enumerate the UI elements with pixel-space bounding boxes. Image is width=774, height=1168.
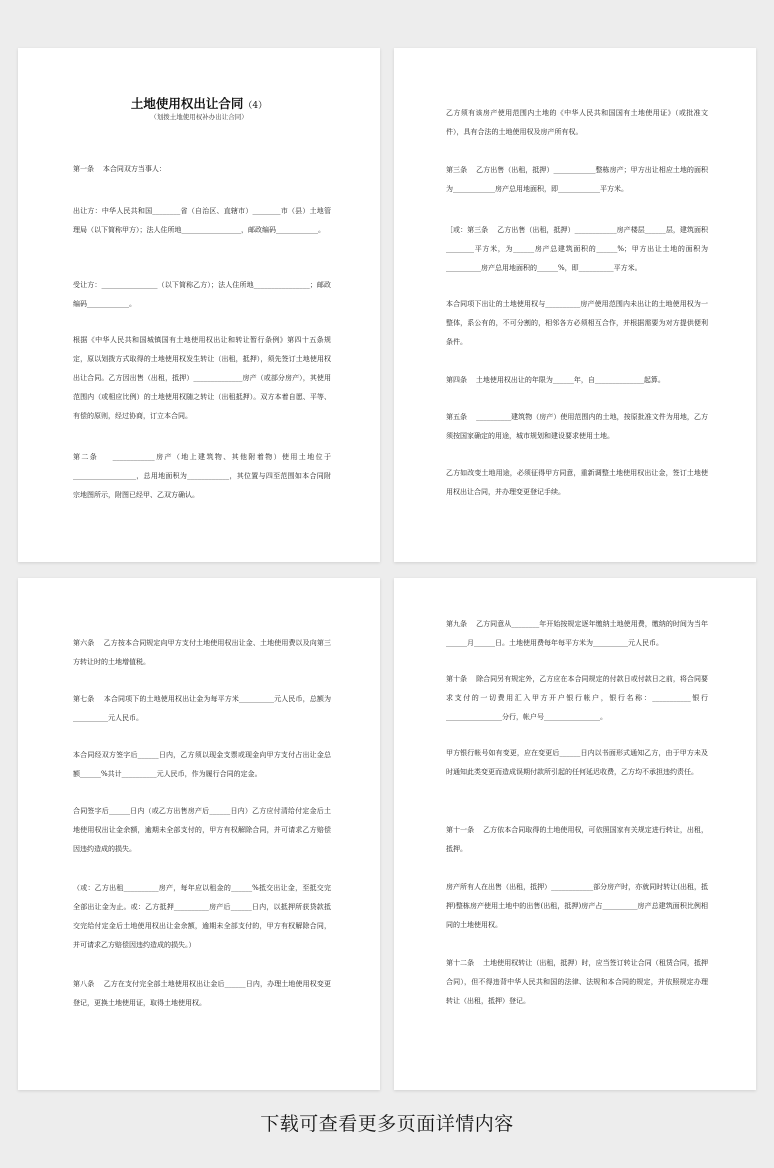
paragraph: 第八条 乙方在支付完全部土地使用权出让金后______日内，办理土地使用权变更登记，更换土地使用证，取得土地使用权。 [73,980,331,1007]
paragraph: 房产所有人在出售（出租，抵押）____________部分房产时，亦就同时转让(出租，抵押)整栋房产使用土地中的出售(出租，抵押)房产占__________房产总建筑面积比例相同的土地使用权。 [446,883,708,929]
paragraph: 第十一条 乙方依本合同取得的土地使用权，可依照国家有关规定进行转让，出租，抵押。 [446,826,708,853]
paragraph: 第九条 乙方同意从________年开始按规定逐年缴纳土地使用费，缴纳的时间为当年______月______日。土地使用费每年每平方米为__________元人民币。 [446,620,708,647]
document-page-3 [18,578,380,1090]
paragraph: ［或：第三条 乙方出售（出租，抵押）____________房产楼层______层，建筑面积________平方米，为______房产总建筑面积的______%；甲方出让土地的面积为__________房产总用地面积的______%，即__________平方米。 [446,226,708,272]
paragraph: 乙方须有该房产使用范围内土地的《中华人民共和国国有土地使用证》（或批准文件），具有合法的土地使用权及房产所有权。 [446,109,708,136]
paragraph: 第二条 ____________房产（地上建筑物、其他附着物）使用土地位于__________________，总用地面积为____________，其位置与四至范围如本合同附宗地图所示，附图已经甲、乙双方确认。 [73,453,331,499]
paragraph: 第三条 乙方出售（出租，抵押）____________整栋房产；甲方出让相应土地的面积为____________房产总用地面积，即____________平方米。 [446,166,708,193]
contract-subtitle: （划拨土地使用权补办出让合同） [150,113,248,121]
paragraph: 第六条 乙方按本合同规定向甲方支付土地使用权出让金、土地使用费以及向第三方转让时的土地增值税。 [73,639,331,666]
paragraph: 第十条 除合同另有规定外，乙方应在本合同规定的付款日或付款日之前，将合同要求支付的一切费用汇入甲方开户银行帐户，银行名称：___________银行________________分行，帐户号________________。 [446,675,708,721]
paragraph: 甲方银行帐号如有变更，应在变更后______日内以书面形式通知乙方，由于甲方未及时通知此类变更而造成误期付款所引起的任何延迟收费，乙方均不承担违约责任。 [446,749,708,776]
title-suffix: （4） [243,101,268,111]
paragraph: 合同签字后______日内（或乙方出售房产后______日内）乙方应付清给付定金后土地使用权出让金余额，逾期未全部支付的，甲方有权解除合同，并可请求乙方赔偿因违约造成的损失。 [73,807,331,853]
paragraph: 本合同项下出让的土地使用权与__________房产使用范围内未出让的土地使用权为一整体，系公有的，不可分割的，相邻各方必须相互合作，并根据需要为对方提供便利条件。 [446,300,708,346]
paragraph: 乙方如改变土地用途，必须征得甲方同意，重新调整土地使用权出让金，签订土地使用权出让合同，并办理变更登记手续。 [446,469,708,496]
paragraph: 第五条 __________建筑物（房产）使用范围内的土地，按原批准文件为用地，乙方须按国家确定的用途，城市规划和建设要求使用土地。 [446,413,708,440]
paragraph: 本合同经双方签字后______日内，乙方须以现金支票或现金向甲方支付占出让金总额______%共计__________元人民币，作为履行合同的定金。 [73,751,331,778]
paragraph: 第四条 土地使用权出让的年限为______年，自______________起算。 [446,376,665,384]
document-page-2 [394,48,756,562]
contract-title: 土地使用权出让合同（4） [130,96,268,111]
document-page-4 [394,578,756,1090]
paragraph: （或：乙方出租__________房产，每年应以租金的______%抵交出让金，至抵交完全部出让金为止。或：乙方抵押__________房产后______日内，以抵押所获贷款抵交完给付定金后土地使用权出让金余额，逾期未全部支付的，甲方有权解除合同，并可请求乙方赔偿因违约造成的损失。） [73,884,331,949]
document-page-1 [18,48,380,562]
paragraph: 根据《中华人民共和国城镇国有土地使用权出让和转让暂行条例》第四十五条规定，原以划拨方式取得的土地使用权发生转让（出租，抵押），须先签订土地使用权出让合同。乙方因出售（出租，抵押）______________房产（或部分房产），其使用范围内（或相应比例）的土地使用权随之转让（出租抵押）。双方本着自愿、平等、有偿的原则，经过协商，订立本合同。 [73,336,331,420]
paragraph: 第一条 本合同双方当事人： [73,165,166,173]
paragraph: 出让方：中华人民共和国________省（自治区、直辖市）________市（县）土地管理局（以下简称甲方）；法人住所地_________________，邮政编码____________。 [73,207,331,234]
paragraph: 受让方：________________（以下简称乙方）；法人住所地________________；邮政编码____________。 [73,281,331,308]
download-caption: 下载可查看更多页面详情内容 [260,1113,514,1135]
paragraph: 第七条 本合同项下的土地使用权出让金为每平方米__________元人民币，总额为__________元人民币。 [73,695,331,722]
paragraph: 第十二条 土地使用权转让（出租，抵押）时，应当签订转让合同（租赁合同，抵押合同），但不得违背中华人民共和国的法律、法规和本合同的规定，并依照规定办理转让（出租，抵押）登记。 [446,959,708,1005]
